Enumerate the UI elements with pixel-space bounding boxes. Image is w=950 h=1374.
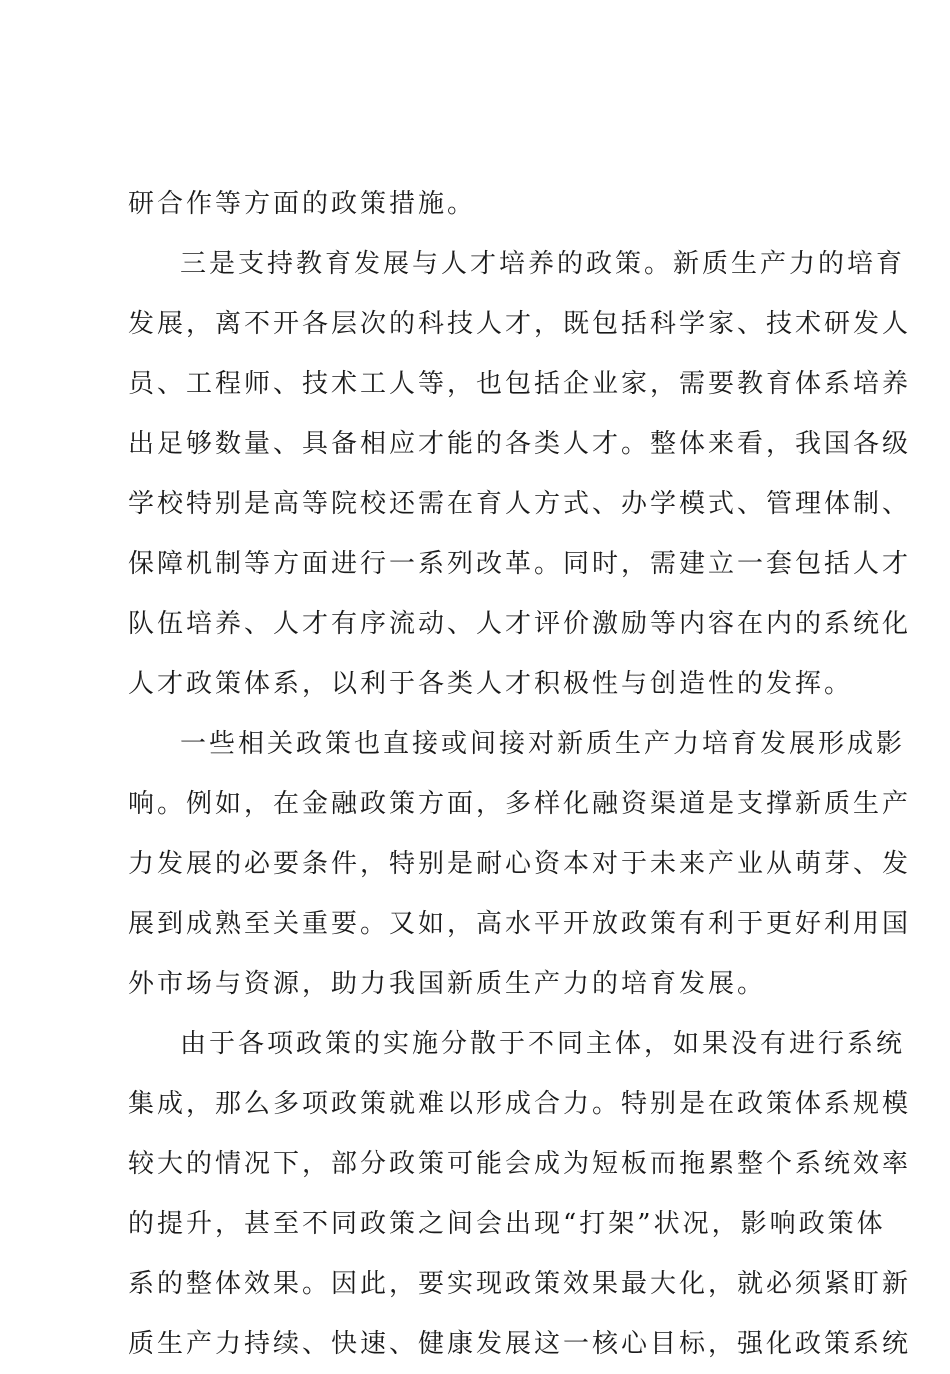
text-line: 响。例如，在金融政策方面，多样化融资渠道是支撑新质生产: [128, 789, 912, 819]
text-line: 出足够数量、具备相应才能的各类人才。整体来看，我国各级: [128, 429, 912, 459]
text-line: 展到成熟至关重要。又如，高水平开放政策有利于更好利用国: [128, 909, 912, 939]
text-line: 集成，那么多项政策就难以形成合力。特别是在政策体系规模: [128, 1089, 912, 1119]
text-line: 研合作等方面的政策措施。: [128, 189, 477, 219]
text-line: 的提升，甚至不同政策之间会出现“打架”状况，影响政策体: [128, 1209, 886, 1239]
text-line: 较大的情况下，部分政策可能会成为短板而拖累整个系统效率: [128, 1149, 912, 1179]
text-line: 保障机制等方面进行一系列改革。同时，需建立一套包括人才: [128, 549, 912, 579]
paragraph-first-line: 一些相关政策也直接或间接对新质生产力培育发展形成影: [180, 729, 906, 759]
text-line: 系的整体效果。因此，要实现政策效果最大化，就必须紧盯新: [128, 1269, 912, 1299]
text-line: 外市场与资源，助力我国新质生产力的培育发展。: [128, 969, 767, 999]
paragraph-first-line: 三是支持教育发展与人才培养的政策。新质生产力的培育: [180, 249, 906, 279]
text-line: 人才政策体系，以利于各类人才积极性与创造性的发挥。: [128, 669, 854, 699]
paragraph-first-line: 由于各项政策的实施分散于不同主体，如果没有进行系统: [180, 1029, 906, 1059]
text-line: 发展，离不开各层次的科技人才，既包括科学家、技术研发人: [128, 309, 912, 339]
text-line: 质生产力持续、快速、健康发展这一核心目标，强化政策系统: [128, 1329, 912, 1359]
text-line: 力发展的必要条件，特别是耐心资本对于未来产业从萌芽、发: [128, 849, 912, 879]
body-text: [128, 174, 912, 1374]
text-line: 学校特别是高等院校还需在育人方式、办学模式、管理体制、: [128, 489, 912, 519]
text-line: 员、工程师、技术工人等，也包括企业家，需要教育体系培养: [128, 369, 912, 399]
text-line: 队伍培养、人才有序流动、人才评价激励等内容在内的系统化: [128, 609, 912, 639]
